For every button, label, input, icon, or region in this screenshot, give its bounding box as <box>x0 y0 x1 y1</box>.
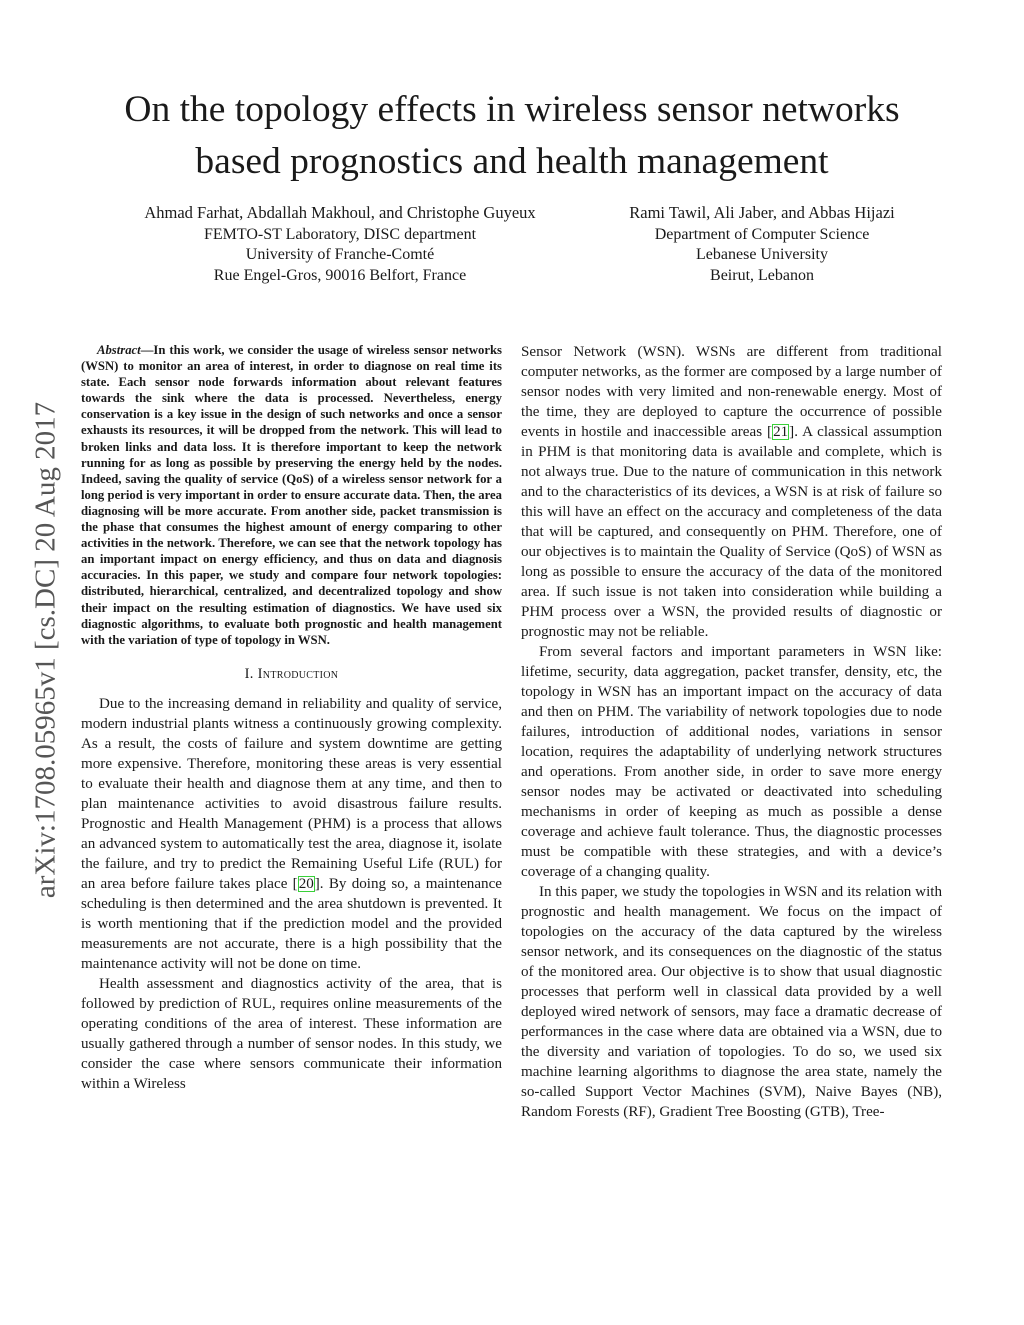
abstract-text: —In this work, we consider the usage of wireless sensor networks (WSN) to monitor an area of interest, in order to diagnose on real time its state. Each sensor node forwards information about relevant features towards the sink where the data is processed. Nevertheless, energy conservation is a key issue in the design of such networks and once a sensor exhausts its resources, it will be dropped from the network. This will lead to broken links and data loss. It is therefore important to keep the network running for as long as possible by preserving the energy held by the nodes. Indeed, saving the quality of service (QoS) of a wireless sensor network for a long period is very important in order to ensure accurate data. Then, the area diagnosing will be more accurate. From another side, packet transmission is the phase that consumes the highest amount of energy comparing to other activities in the network. Therefore, we can see that the network topology has an important impact on energy efficiency, and thus on data and diagnosis accuracies. In this paper, we study and compare four network topologies: distributed, hierarchical, centralized, and decentralized topology and show their impact on the resulting estimation of diagnostics. We have used six diagnostic algorithms, to evaluate both prognostic and health management with the variation of type of topology in WSN. <box>81 343 502 647</box>
paper-title <box>40 84 984 188</box>
title-line-1: On the topology effects in wireless sensor networks <box>124 89 900 130</box>
paragraph-text: Sensor Network (WSN). WSNs are different from traditional computer networks, as the former are composed by a large number of sensor nodes with very limited and non-renewable energy. Most of the time, they are deployed to capture the occurrence of possible events in hostile and inaccessible areas [ <box>521 344 942 440</box>
paragraph-text: ]. By doing so, a maintenance scheduling is then determined and the area shutdown is prevented. It is worth mentioning that if the prediction model and the provided measurements are not accurate, there is a high possibility that the maintenance activity will not be done on time. <box>81 875 502 972</box>
citation-link[interactable]: 20 <box>298 875 314 892</box>
abstract-label: Abstract <box>97 343 141 357</box>
citation-link[interactable]: 21 <box>773 424 789 440</box>
affiliation-line: Lebanese University <box>696 246 828 263</box>
title-line-2: based prognostics and health management <box>195 141 829 182</box>
affiliation-line: Beirut, Lebanon <box>710 266 814 284</box>
left-column <box>81 342 502 1094</box>
right-paragraph-2: From several factors and important parameters in WSN like: lifetime, security, data aggregation, packet transfer, density, etc, the topology in WSN has an important impact on the accuracy of data and then on PHM. The variability of network topologies due to node failures, introduction of additional nodes, variations in sensor location, requires the adaptability of underlying network structures and operations. From another side, in order to save more energy sensor nodes may be activated or deactivated into scheduling mechanisms in order of keeping as much as possible a dense coverage and achieve fault tolerance. Thus, the diagnostic processes must be compatible with these strategies, and with a device’s coverage of a changing quality. <box>521 644 942 880</box>
right-column <box>521 342 942 1122</box>
intro-paragraph-2: Health assessment and diagnostics activity of the area, that is followed by prediction of RUL, requires online measurements of the operating conditions of the area of interest. These information are usually gathered through a number of sensor nodes. In this study, we consider the case where sensors communicate their information within a Wireless <box>81 975 502 1092</box>
right-paragraph-3: In this paper, we study the topologies in WSN and its relation with prognostic and health management. We focus on the impact of topologies on the accuracy of the data captured by the wireless sensor network, and its consequences on the diagnostic of the status of the monitored area. Our objective is to show that usual diagnostic processes that perform well in classical data provided by a well deployed wired network of sensors, may face a dramatic decrease of performances in the case where data are obtained via a WSN, due to the diversity and variation of topologies. To do so, we used six machine learning algorithms to diagnose the area state, namely the so-called Support Vector Machines (SVM), Naive Bayes (NB), Random Forests (RF), Gradient Tree Boosting (GTB), Tree- <box>521 884 942 1120</box>
intro-paragraph-1 <box>81 694 502 974</box>
right-paragraph-1 <box>521 342 942 642</box>
author-names: Rami Tawil, Ali Jaber, and Abbas Hijazi <box>629 203 895 222</box>
affiliation-line: FEMTO-ST Laboratory, DISC department <box>203 225 477 243</box>
author-block-2 <box>582 203 942 286</box>
section-title: Introduction <box>257 665 339 682</box>
paragraph-text: Due to the increasing demand in reliability and quality of service, modern industrial plants witness a continuously growing complexity. As a result, the costs of failure and system downtime are getting more expensive. Therefore, monitoring these areas is very essential to evaluate their health and diagnose them at any time, and then to plan maintenance activities to avoid disastrous failure results. Prognostic and Health Management (PHM) is a process that allows an advanced system to automatically test the area, diagnose it, isolate the failure, and try to predict the Remaining Useful Life (RUL) for an area before failure takes place [ <box>81 695 502 892</box>
section-heading-introduction <box>81 664 502 684</box>
author-names: Ahmad Farhat, Abdallah Makhoul, and Christophe Guyeux <box>144 203 536 222</box>
section-numeral: I. <box>244 665 254 682</box>
paragraph-text: ]. A classical assumption in PHM is that monitoring data is available and complete, which is not always true. Due to the nature of communication in this network and to the characteristics of its devices, a WSN is at risk of failure so this will have an effect on the accuracy and completeness of the data that will be captured, and consequently on PHM. Therefore, one of our objectives is to maintain the Quality of Service (QoS) of WSN as long as possible to ensure the accuracy of the data of the monitored area. If such issue is not taken into consideration while building a PHM process over a WSN, the provided results of diagnostic or prognostic may not be reliable. <box>521 424 942 640</box>
author-block-1 <box>100 203 580 286</box>
affiliation-line: University of Franche-Comté <box>245 246 435 263</box>
affiliation-line: Rue Engel-Gros, 90016 Belfort, France <box>213 266 467 284</box>
arxiv-stamp: arXiv:1708.05965v1 [cs.DC] 20 Aug 2017 <box>29 401 62 899</box>
abstract <box>81 342 502 648</box>
affiliation-line: Department of Computer Science <box>654 225 870 243</box>
